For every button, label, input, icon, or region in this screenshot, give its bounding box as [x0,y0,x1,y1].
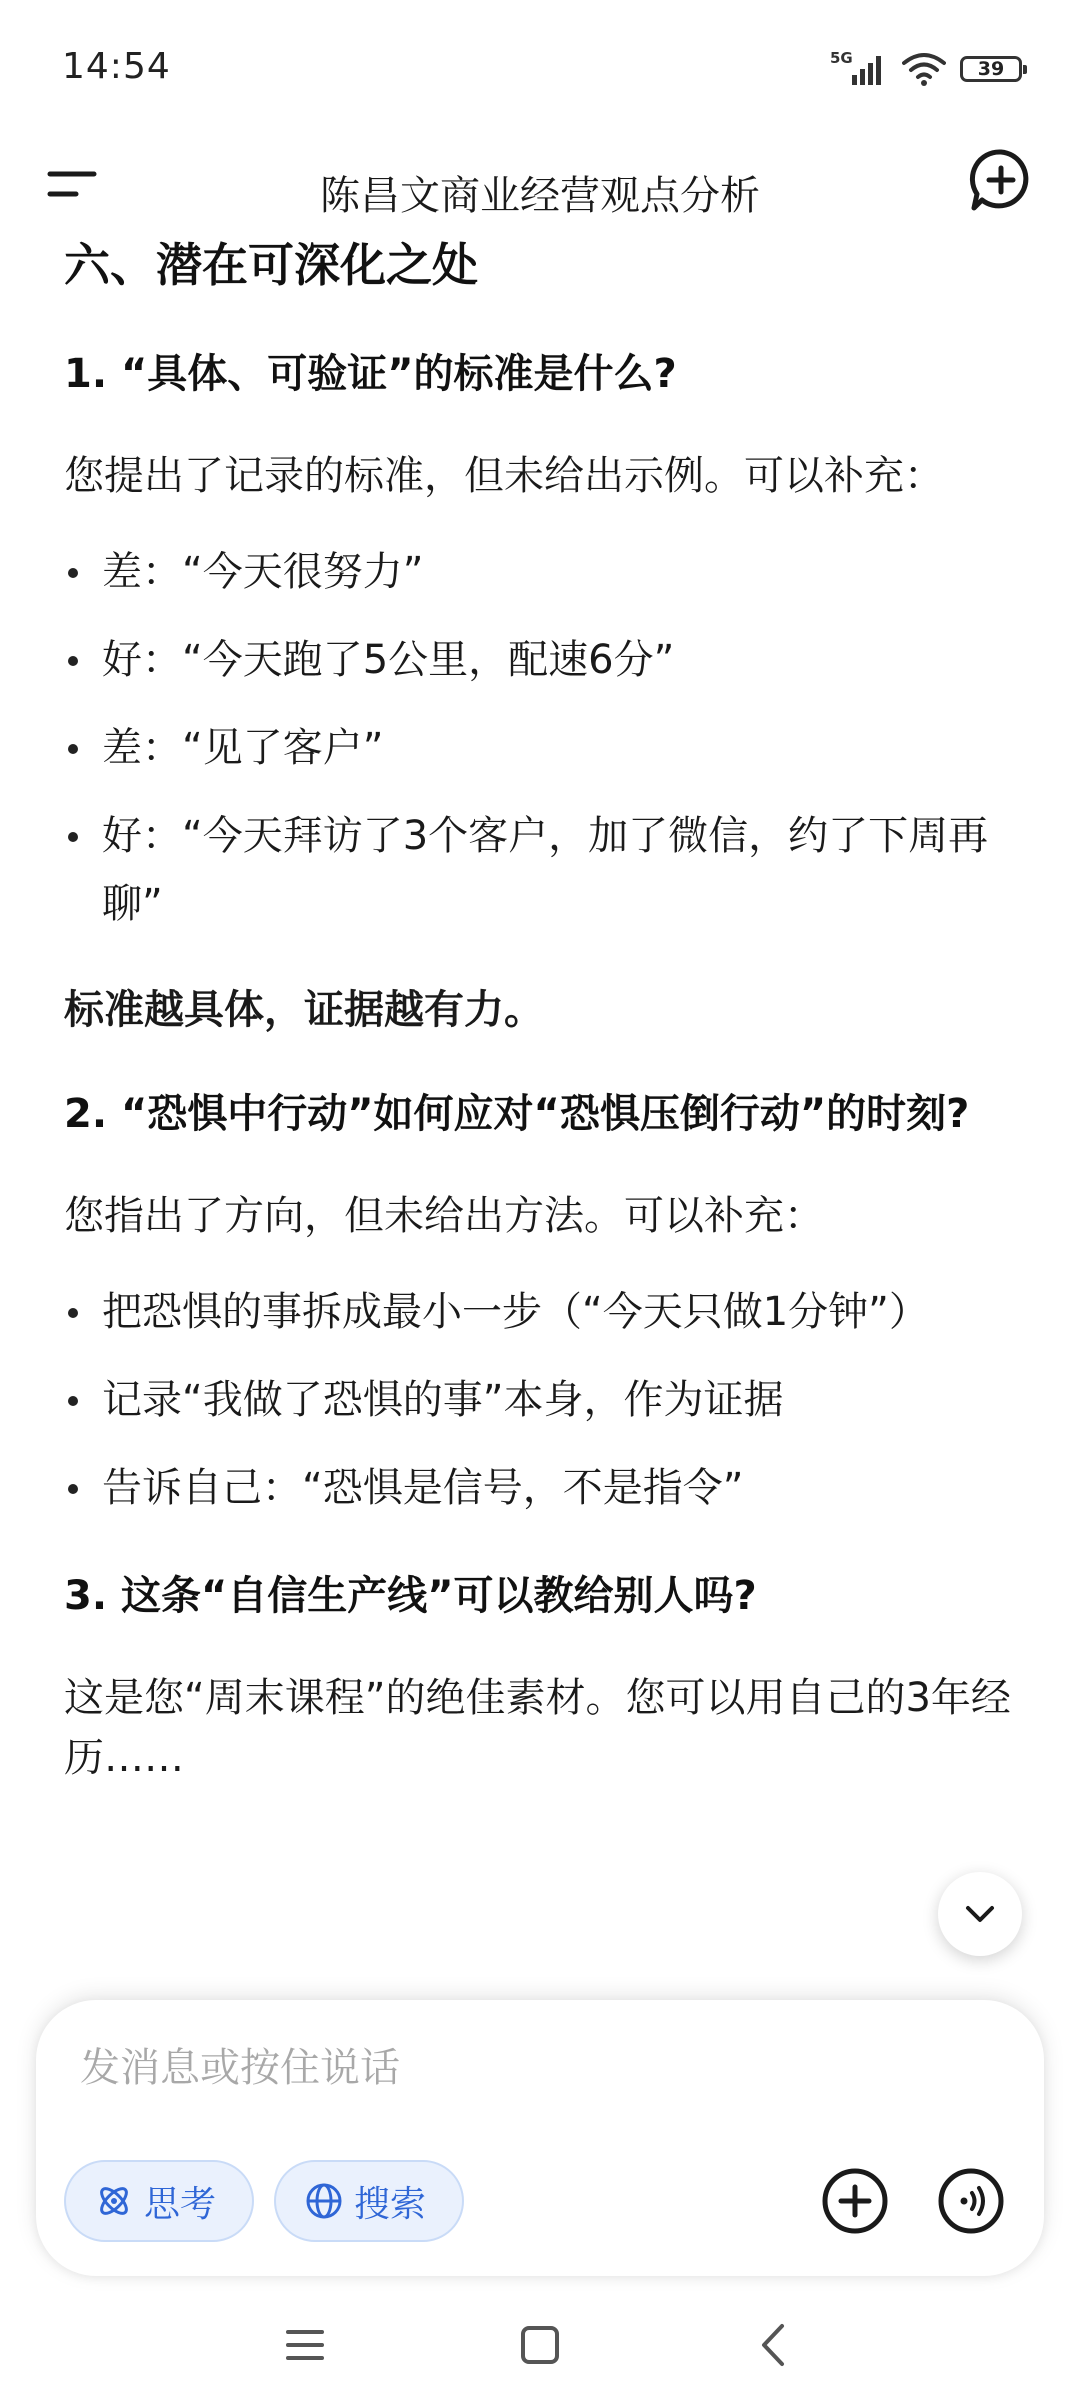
status-bar [0,0,1080,130]
search-label: 搜索 [354,2183,427,2225]
plus-circle-icon [820,2166,890,2236]
message-composer [36,2000,1044,2276]
chevron-down-icon [960,1894,1000,1934]
list-item: 差：“见了客户” [64,714,1024,782]
think-button[interactable] [64,2160,254,2242]
scroll-to-bottom-button[interactable] [938,1872,1022,1956]
network-type: 5G [830,49,853,67]
question-1-intro: 您提出了记录的标准，但未给出示例。可以补充： [64,453,944,499]
question-3-title: 3. 这条“自信生产线”可以教给别人吗? [64,1573,757,1619]
list-item: 告诉自己：“恐惧是信号，不是指令” [64,1454,1024,1522]
question-2-intro: 您指出了方向，但未给出方法。可以补充： [64,1193,824,1239]
voice-call-button[interactable] [936,2166,1006,2236]
list-item: 记录“我做了恐惧的事”本身，作为证据 [64,1366,1024,1434]
battery-level: 39 [977,58,1005,80]
question-3-intro: 这是您“周末课程”的绝佳素材。您可以用自己的3年经历…… [64,1675,1011,1781]
list-item: 好：“今天跑了5公里，配速6分” [64,626,1024,694]
section-title: 六、潜在可深化之处 [64,238,478,292]
status-time: 14:54 [62,46,171,87]
status-icons [830,48,1022,90]
recent-apps-icon[interactable] [280,2320,330,2370]
back-icon[interactable] [750,2320,800,2370]
voice-wave-icon [936,2166,1006,2236]
system-nav-bar [0,2290,1080,2400]
search-button[interactable] [274,2160,464,2242]
signal-icon [830,51,888,87]
message-content [64,222,1024,2002]
new-chat-icon[interactable] [962,142,1040,220]
message-input[interactable] [78,2044,982,2092]
question-1-title: 1. “具体、可验证”的标准是什么? [64,351,677,397]
list-item: 差：“今天很努力” [64,538,1024,606]
wifi-icon [902,51,946,87]
add-attachment-button[interactable] [820,2166,890,2236]
globe-icon [304,2181,344,2221]
list-item: 把恐惧的事拆成最小一步（“今天只做1分钟”） [64,1278,1024,1346]
question-1-list [64,538,1024,938]
battery-icon [960,56,1022,82]
think-label: 思考 [144,2183,217,2225]
atom-icon [94,2181,134,2221]
question-2-title: 2. “恐惧中行动”如何应对“恐惧压倒行动”的时刻? [64,1091,970,1137]
question-2-list [64,1278,1024,1522]
page-title: 陈昌文商业经营观点分析 [320,173,760,219]
question-1-conclusion: 标准越具体，证据越有力。 [64,987,544,1033]
list-item: 好：“今天拜访了3个客户，加了微信，约了下周再聊” [64,802,1024,938]
home-icon[interactable] [515,2320,565,2370]
